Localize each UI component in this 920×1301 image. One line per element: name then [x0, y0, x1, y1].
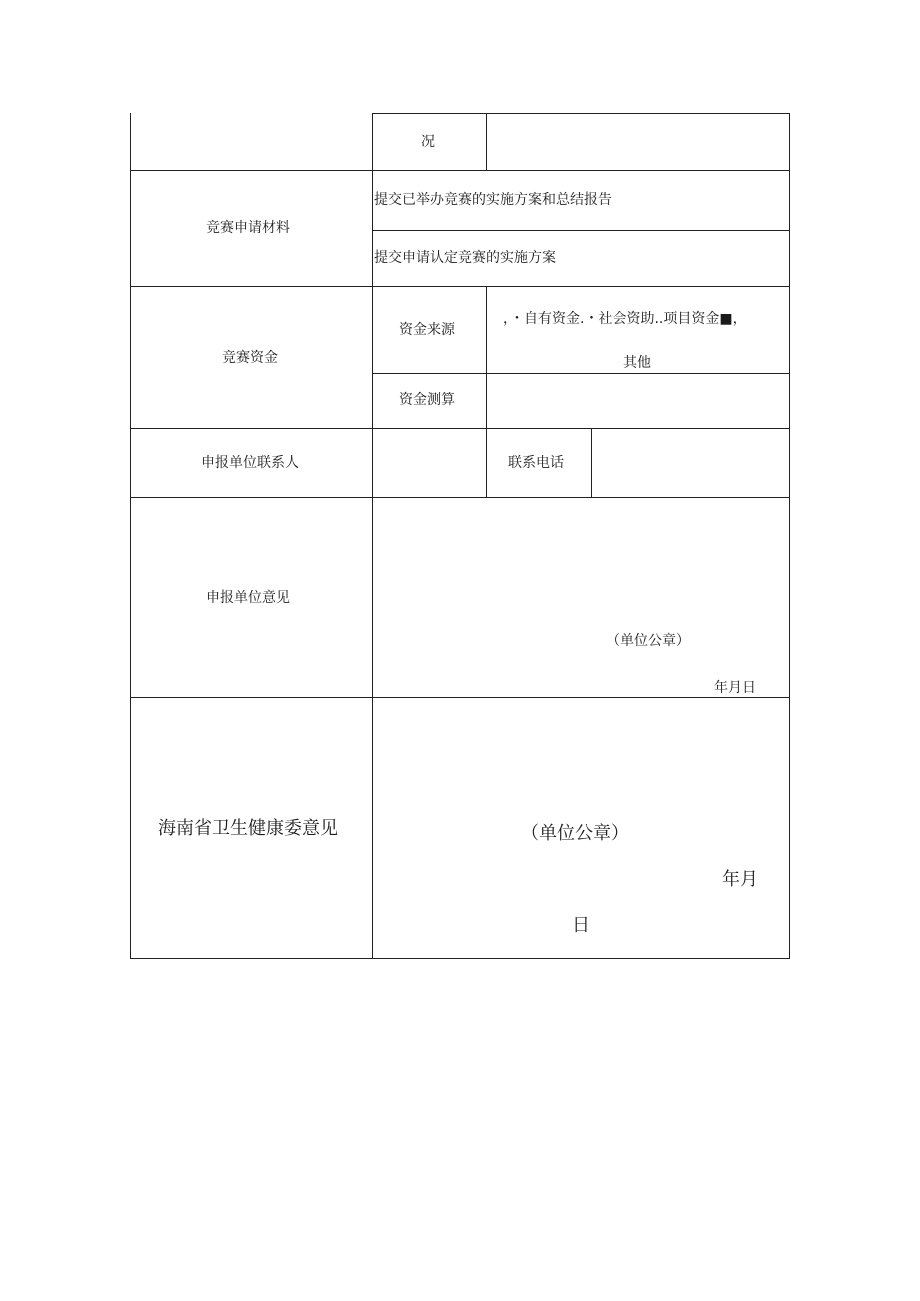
- funding-source-options: ，・自有资金.・社会资助..项目资金■，: [503, 311, 747, 327]
- row-divider-funding: [130, 286, 790, 287]
- column-divider-contact: [486, 428, 487, 498]
- row-divider-materials-inner: [372, 230, 790, 231]
- table-top-border: [372, 113, 790, 114]
- materials-item-summary-report: 提交已举办竞赛的实施方案和总结报告: [374, 192, 612, 208]
- applicant-opinion-label: 申报单位意见: [206, 590, 290, 606]
- applicant-seal-text: （单位公章）: [606, 633, 690, 649]
- materials-label: 竞赛申请材料: [206, 220, 290, 236]
- table-bottom-border: [130, 958, 790, 959]
- applicant-date-text: 年月日: [714, 680, 756, 696]
- funding-label: 竞赛资金: [222, 350, 278, 366]
- funding-source-label: 资金来源: [399, 322, 455, 338]
- materials-item-implementation-plan: 提交申请认定竞赛的实施方案: [374, 250, 556, 266]
- funding-budget-label: 资金测算: [399, 392, 455, 408]
- situation-label-suffix: 况: [421, 134, 435, 150]
- funding-source-other: 其他: [623, 355, 651, 371]
- column-divider-phone: [591, 428, 592, 498]
- commission-date-day: 日: [572, 915, 590, 936]
- commission-opinion-label: 海南省卫生健康委意见: [158, 818, 338, 839]
- column-divider-funding: [486, 286, 487, 429]
- row-divider-materials: [130, 170, 790, 171]
- commission-seal-text: （单位公章）: [521, 823, 629, 844]
- column-divider-situation: [486, 113, 487, 171]
- contact-person-label: 申报单位联系人: [201, 455, 299, 471]
- commission-date-year-month: 年月: [722, 869, 758, 890]
- row-divider-contact: [130, 428, 790, 429]
- row-divider-funding-inner: [372, 373, 790, 374]
- row-divider-commission: [130, 697, 790, 698]
- table-right-border: [789, 113, 790, 959]
- row-divider-applicant: [130, 497, 790, 498]
- table-left-border: [130, 113, 131, 959]
- column-divider-main: [372, 113, 373, 959]
- contact-phone-label: 联系电话: [508, 455, 564, 471]
